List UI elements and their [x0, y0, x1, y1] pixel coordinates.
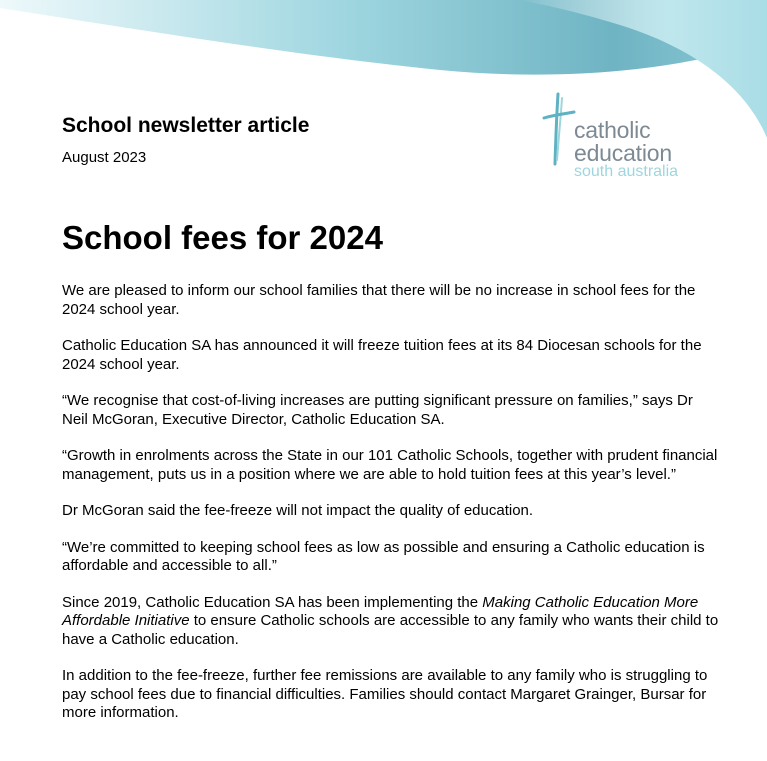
initiative-text-before: Since 2019, Catholic Education SA has been implementing the	[62, 593, 483, 611]
initiative-paragraph	[62, 594, 722, 650]
article-paragraph: “Growth in enrolments across the State in our 101 Catholic Schools, together with prudent financial management, puts us in a position where we are able to hold tuition fees at this year’s level.”	[62, 447, 718, 483]
article-paragraph: Catholic Education SA has announced it will freeze tuition fees at its 84 Diocesan schools for the 2024 school year.	[62, 337, 702, 373]
logo-text-education: education	[574, 140, 672, 166]
initiative-text-after: to ensure Catholic schools are accessible to any family who wants their child to have a Catholic education.	[62, 612, 719, 648]
article-title: School fees for 2024	[62, 219, 383, 256]
article-paragraph: “We’re committed to keeping school fees as low as possible and ensuring a Catholic education is affordable and accessible to all.”	[62, 538, 705, 574]
article-paragraph: We are pleased to inform our school families that there will be no increase in school fees for the 2024 school year.	[62, 282, 696, 318]
article-paragraph: “We recognise that cost-of-living increases are putting significant pressure on families,” says Dr Neil McGoran, Executive Director, Catholic Education SA.	[62, 392, 693, 428]
article-paragraph: In addition to the fee-freeze, further fee remissions are available to any family who is struggling to pay school fees due to financial difficulties. Families should contact Margaret Grainger, Bursar for more information.	[62, 667, 708, 721]
article-body	[62, 282, 722, 741]
initiative-name: Making Catholic Education More Affordable Initiative	[62, 593, 699, 629]
doc-type-heading: School newsletter article	[62, 114, 310, 137]
logo-text-south-australia: south australia	[574, 163, 679, 180]
logo-text-catholic: catholic	[574, 117, 651, 143]
cross-icon	[540, 90, 576, 168]
doc-date: August 2023	[62, 149, 147, 166]
catholic-education-logo	[540, 90, 720, 185]
article-paragraph: Dr McGoran said the fee-freeze will not impact the quality of education.	[62, 502, 534, 519]
